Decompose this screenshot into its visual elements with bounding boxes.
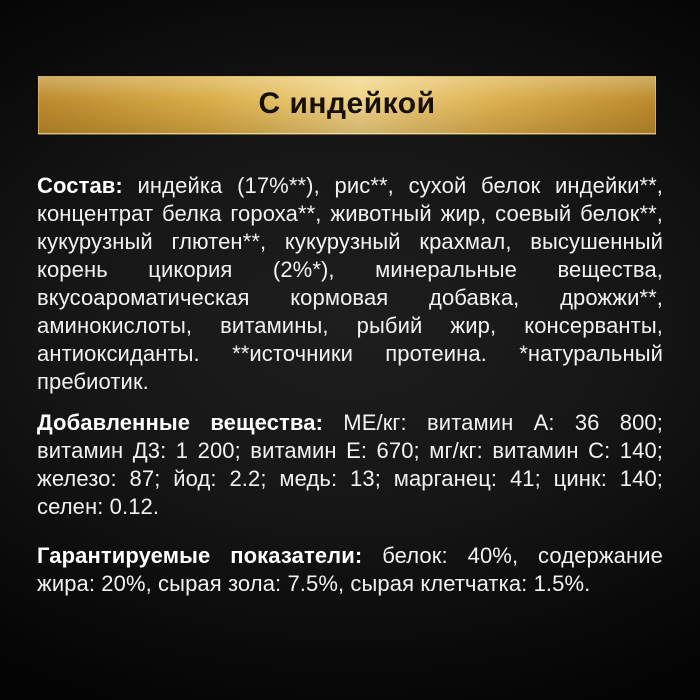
additives-text: МЕ/кг: витамин А: 36 800; витамин Д3: 1 200; витамин Е: 670; мг/кг: витамин С: 140; железо: 87; йод: 2.2; медь: 13; марганец: 41; цинк: 140; селен: 0.12.: [37, 410, 663, 519]
composition-heading: Состав:: [37, 173, 123, 198]
guaranteed-text: белок: 40%, содержание жира: 20%, сырая зола: 7.5%, сырая клетчатка: 1.5%.: [37, 543, 663, 596]
guaranteed-paragraph: [37, 542, 663, 598]
guaranteed-heading: Гарантируемые показатели:: [37, 543, 363, 568]
flavor-banner: [38, 76, 656, 134]
additives-heading: Добавленные вещества:: [37, 410, 324, 435]
composition-paragraph: [37, 172, 663, 396]
composition-text: индейка (17%**), рис**, сухой белок индейки**, концентрат белка гороха**, животный жир, соевый белок**, кукурузный глютен**, кукурузный крахмал, высушенный корень цикория (2%*), минеральные вещества, вкусоароматическая кормовая добавка, дрожжи**, аминокислоты, витамины, рыбий жир, консерванты, антиоксиданты. **источники протеина. *натуральный пребиотик.: [37, 173, 663, 394]
additives-paragraph: [37, 409, 663, 521]
flavor-title: С индейкой: [258, 87, 436, 120]
